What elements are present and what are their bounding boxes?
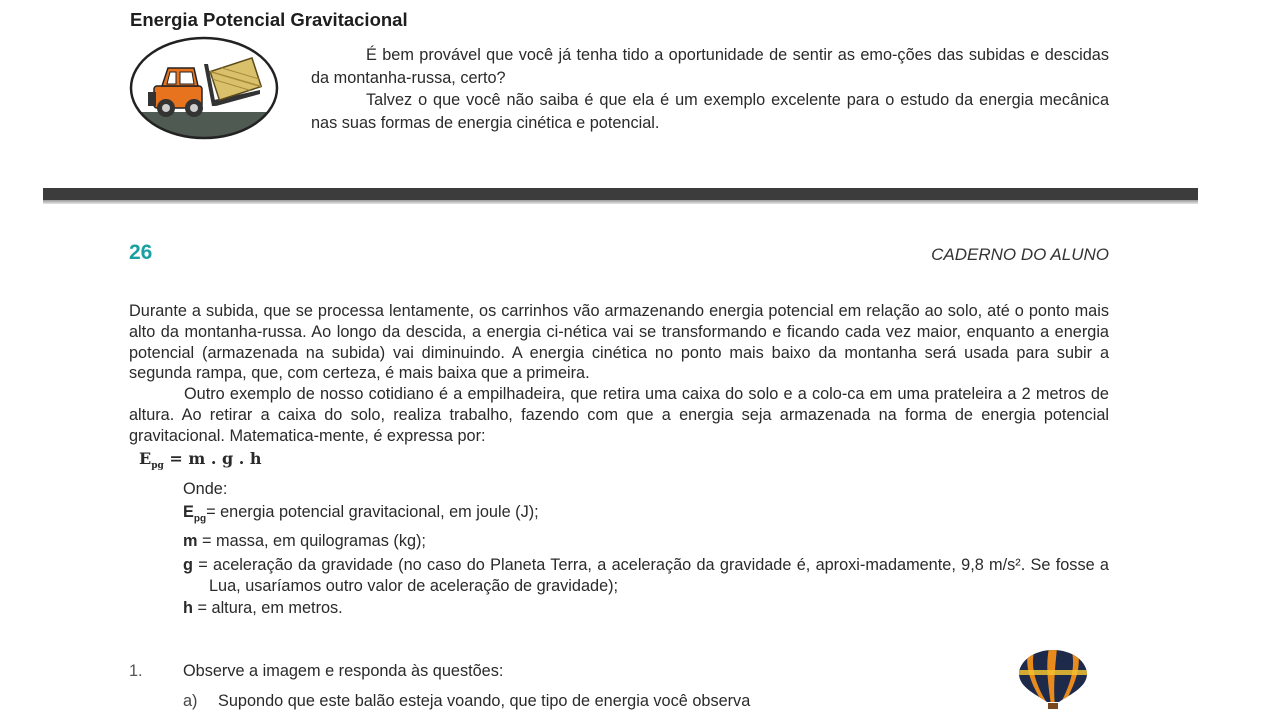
formula-lhs-subscript: pg (151, 460, 164, 471)
definition-term: m (183, 532, 198, 551)
definition-epg (183, 501, 1109, 530)
formula (129, 447, 1109, 478)
definition-text: = altura, em metros. (192, 598, 343, 617)
body-text (129, 301, 1109, 620)
exercise-1 (129, 656, 1029, 716)
definition-term: E (183, 502, 194, 521)
definition-term: h (183, 598, 193, 617)
where-label: Onde: (183, 479, 228, 498)
page-divider (43, 188, 1198, 204)
body-paragraph-1: Durante a subida, que se processa lentamente, os carrinhos vão armazenando energia potencial em relação ao solo, até o ponto mais alto da montanha-russa. Ao longo da descida, a energia ci-nética vai se transformando e ficando cada vez maior, enquanto a energia potencial (armazenada na subida) vai diminuindo. A energia cinética no ponto mais baixo da montanha será usada para subir a segunda rampa, que, com certeza, é mais baixa que a primeira. (129, 302, 1109, 383)
hot-air-balloon-icon (1015, 648, 1091, 710)
exercise-item-a (129, 686, 1029, 716)
intro-text (311, 44, 1109, 134)
exercise-number: 1. (129, 661, 143, 680)
section-title: Energia Potencial Gravitacional (130, 9, 408, 30)
divider-bar (43, 188, 1198, 200)
item-letter: a) (183, 691, 198, 710)
definition-h (183, 597, 1109, 620)
definition-g (183, 555, 1109, 597)
intro-paragraph-1: É bem provável que você já tenha tido a oportunidade de sentir as emo-ções das subidas e descidas da montanha-russa, certo? (311, 46, 1109, 87)
definition-term: g (183, 556, 193, 575)
definition-text: = aceleração da gravidade (no caso do Planeta Terra, a aceleração da gravidade é, aproxi-madamente, 9,8 m/s². Se fosse a Lua, usaríamos outro valor de aceleração de gravidade); (192, 556, 1109, 595)
forklift-icon (128, 36, 284, 142)
body-paragraph-2: Outro exemplo de nosso cotidiano é a empilhadeira, que retira uma caixa do solo e a colo-ca em uma prateleira a 2 metros de altura. Ao retirar a caixa do solo, realiza trabalho, fazendo com que a energia seja armazenada na forma de energia potencial gravitacional. Matematica-mente, é expressa por: (129, 385, 1109, 445)
definition-text: = massa, em quilogramas (kg); (197, 532, 426, 551)
item-text: Supondo que este balão esteja voando, que tipo de energia você observa (218, 691, 751, 710)
definition-text: = energia potencial gravitacional, em joule (J); (206, 502, 539, 521)
running-head: CADERNO DO ALUNO (931, 245, 1109, 264)
definition-m (183, 530, 1109, 553)
formula-rhs: = m . g . h (169, 448, 262, 468)
page-number: 26 (129, 241, 153, 264)
formula-lhs: E (139, 448, 152, 468)
definitions-list (183, 478, 1109, 620)
intro-paragraph-2: Talvez o que você não saiba é que ela é um exemplo excelente para o estudo da energia mecânica nas suas formas de energia cinética e potencial. (311, 91, 1109, 132)
exercise-prompt-row (129, 656, 1029, 686)
definition-subscript: pg (193, 513, 207, 525)
exercise-prompt: Observe a imagem e responda às questões: (183, 661, 504, 680)
divider-shadow (43, 200, 1198, 204)
